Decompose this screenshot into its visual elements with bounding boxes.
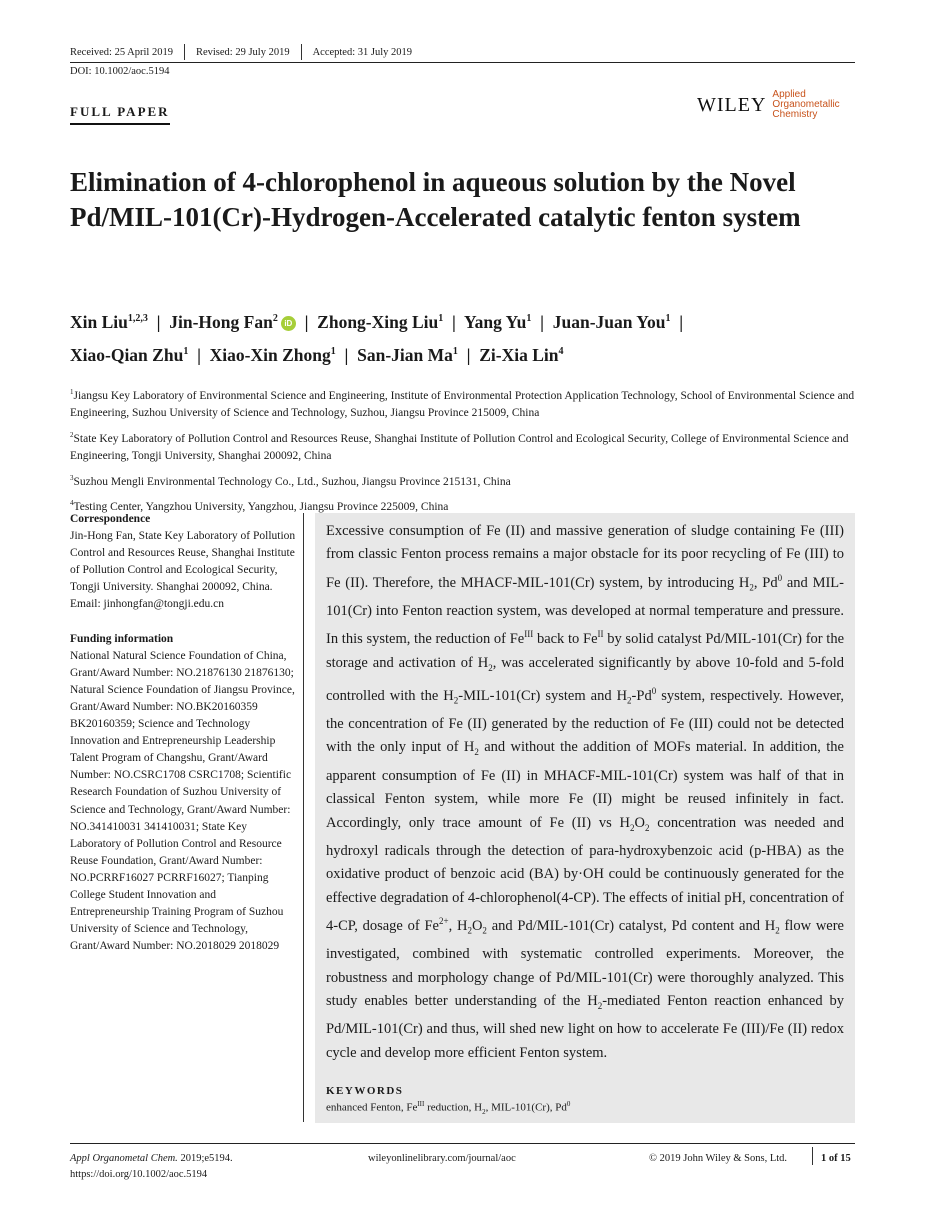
keywords-heading: KEYWORDS xyxy=(326,1085,404,1098)
affiliation: $^4$Testing Center, Yangzhou University, Yangzhou, Jiangsu Province 225009, China xyxy=(70,499,449,514)
affiliation: $^1$Jiangsu Key Laboratory of Environmental Science and Engineering, Institute of Environmental Protection Application Technology, School of Environmental Science and Engineering, Suzhou University of Science and Technology, Suzhou, Jiangsu Province 215009, China xyxy=(70,388,855,419)
affiliations xyxy=(70,384,855,521)
aoc-logo-line: Applied xyxy=(772,89,806,100)
author[interactable]: Yang Yu$^1$ xyxy=(463,311,532,332)
author[interactable]: Xiao-Qian Zhu$^1$ xyxy=(70,344,189,365)
column-divider xyxy=(303,513,304,1122)
author[interactable]: Juan-Juan You$^1$ xyxy=(552,311,671,332)
aoc-logo-line: Chemistry xyxy=(772,109,818,120)
page-number: 1 of 15 xyxy=(821,1153,851,1164)
keywords: enhanced Fenton, $Fe^{III}$ reduction, $H_2$, MIL-101(Cr), Pd$^0$ xyxy=(326,1100,571,1116)
funding-heading: Funding information xyxy=(70,632,174,645)
journal-citation: Appl Organometal Chem. 2019;e5194. https://doi.org/10.1002/aoc.5194 xyxy=(70,1151,233,1183)
author[interactable]: Xin Liu$^{1,2,3}$ xyxy=(70,311,148,332)
received-date: Received: 25 April 2019 xyxy=(70,46,173,58)
author[interactable]: Zhong-Xing Liu$^1$ xyxy=(317,311,444,332)
doi: DOI: 10.1002/aoc.5194 xyxy=(70,66,170,77)
aoc-logo-line: Organometallic xyxy=(772,99,840,110)
correspondence-text: Jin-Hong Fan, State Key Laboratory of Pollution Control and Resources Reuse, Shanghai Institute of Pollution Control and Ecological Security, Tongji University. Shanghai 200092, China. xyxy=(70,530,296,594)
article-title: Elimination of 4-chlorophenol in aqueous solution by the Novel Pd/MIL-101(Cr)-Hydrogen-Accelerated catalytic fenton system xyxy=(70,167,801,232)
affiliation: $^2$State Key Laboratory of Pollution Control and Resources Reuse, Shanghai Institute of Pollution Control and Ecological Security, College of Environmental Science and Engineering, Tongji University, Shanghai 200092, China xyxy=(70,430,849,462)
author-list: Xin Liu$^{1,2,3}$ | Jin-Hong Fan$^2$ iD | Zhong-Xing Liu$^1$ | Yang Yu$^1$ | Juan-Juan You$^1$ | Xiao-Qian Zhu$^1$ | Xiao-Xin Zhong$^1$ | San-Jian Ma$^1$ | Zi-Xia Lin$^4$ xyxy=(70,311,684,365)
article-type: FULL PAPER xyxy=(70,104,170,125)
orcid-icon[interactable]: iD xyxy=(281,316,296,331)
publication-dates xyxy=(70,44,412,60)
revised-date: Revised: 29 July 2019 xyxy=(195,46,290,58)
abstract-box xyxy=(315,513,855,1123)
sidebar xyxy=(70,511,296,972)
correspondence-email[interactable]: Email: jinhongfan@tongji.edu.cn xyxy=(70,598,224,611)
funding-text: National Natural Science Foundation of China, Grant/Award Number: NO.21876130 21876130; Natural Science Foundation of Jiangsu Province, Grant/Award Number: NO.BK20160359 BK20160359; Science and Technology Innovation and Entrepreneurship Leadership Talent Program of Changshu, Grant/Award Number: NO.CSRC1708 CSRC1708; Scientific Research Foundation of Suzhou University of Science and Technology, Grant/Award Number: NO.341410031 341410031; State Key Laboratory of Pollution Control and Resource Reuse Foundation, Grant/Award Number: NO.PCRRF16027 PCRRF16027; Tianping College Student Innovation and Entrepreneurship Training Program of Suzhou University of Science and Technology, Grant/Award Number: NO.2018029 2018029 xyxy=(70,649,295,953)
copyright: © 2019 John Wiley & Sons, Ltd. xyxy=(649,1153,788,1164)
correspondence-heading: Correspondence xyxy=(70,513,151,525)
abstract-text: Excessive consumption of Fe (II) and massive generation of sludge containing Fe (III) from classic Fenton process remains a major obstacle for its poor recycling of Fe (III) to Fe (II). Therefore, the MHACF-MIL-101(Cr) system, by introducing $H_2$, Pd$^0$ and MIL-101(Cr) into Fenton reaction system, was developed at normal temperature and pressure. In this system, the reduction of $Fe^{III}$ back to $Fe^{II}$ by solid catalyst Pd/MIL-101(Cr) for the storage and activation of $H_2$, was accelerated significantly by above 10-fold and 5-fold controlled with the $H_2-MIL-101(Cr)$ system and $H_2-Pd^0$ system, respectively. However, the concentration of Fe (II) generated by the reduction of Fe (III) could not be detected with the only input of $H_2$ and without the addition of MOFs material. In addition, the apparent consumption of Fe (II) in MHACF-MIL-101(Cr) system was half of that in classical Fenton system, while more Fe (II) might be reused infinitely in fact. Accordingly, only trace amount of Fe (II) vs $H_2O_2$ concentration was needed and hydroxyl radicals through the detection of para-hydroxybenzoic acid (p-HBA) as the oxidative product of benzoic acid (BA) by·OH could be continuously generated for the effective degradation of 4-chlorophenol(4-CP). The effects of initial pH, concentration of 4-CP, dosage of $Fe^{2+}$, $H_2O_2$ and Pd/MIL-101(Cr) catalyst, Pd content and $H_2$ flow were investigated, combined with systematic controlled experiments. Moreover, the robustness and morphology change of Pd/MIL-101(Cr) were thoroughly analyzed. This study enables better understanding of the $H_2$-mediated Fenton reaction enhanced by Pd/MIL-101(Cr) and thus, will shed new light on how to accelerate Fe (III)/Fe (II) redox cycle and develop more efficient Fenton system. xyxy=(326,523,845,1061)
aoc-logo xyxy=(772,90,839,120)
wiley-logo: WILEY xyxy=(697,93,767,116)
affiliation: $^3$Suzhou Mengli Environmental Technology Co., Ltd., Suzhou, Jiangsu Province 215131, China xyxy=(70,473,511,488)
author[interactable]: Zi-Xia Lin$^4$ xyxy=(479,344,564,365)
journal-logo xyxy=(697,90,840,120)
divider xyxy=(301,44,302,60)
author[interactable]: San-Jian Ma$^1$ xyxy=(357,344,458,365)
footer-rule xyxy=(70,1143,855,1144)
doi-link[interactable]: https://doi.org/10.1002/aoc.5194 xyxy=(70,1169,208,1180)
accepted-date: Accepted: 31 July 2019 xyxy=(312,46,413,58)
author[interactable]: Xiao-Xin Zhong$^1$ xyxy=(209,344,336,365)
journal-website[interactable]: wileyonlinelibrary.com/journal/aoc xyxy=(368,1153,516,1164)
divider xyxy=(184,44,185,60)
divider xyxy=(812,1147,813,1165)
author[interactable]: Jin-Hong Fan$^2$ iD xyxy=(169,312,296,332)
header-rule xyxy=(70,62,855,63)
